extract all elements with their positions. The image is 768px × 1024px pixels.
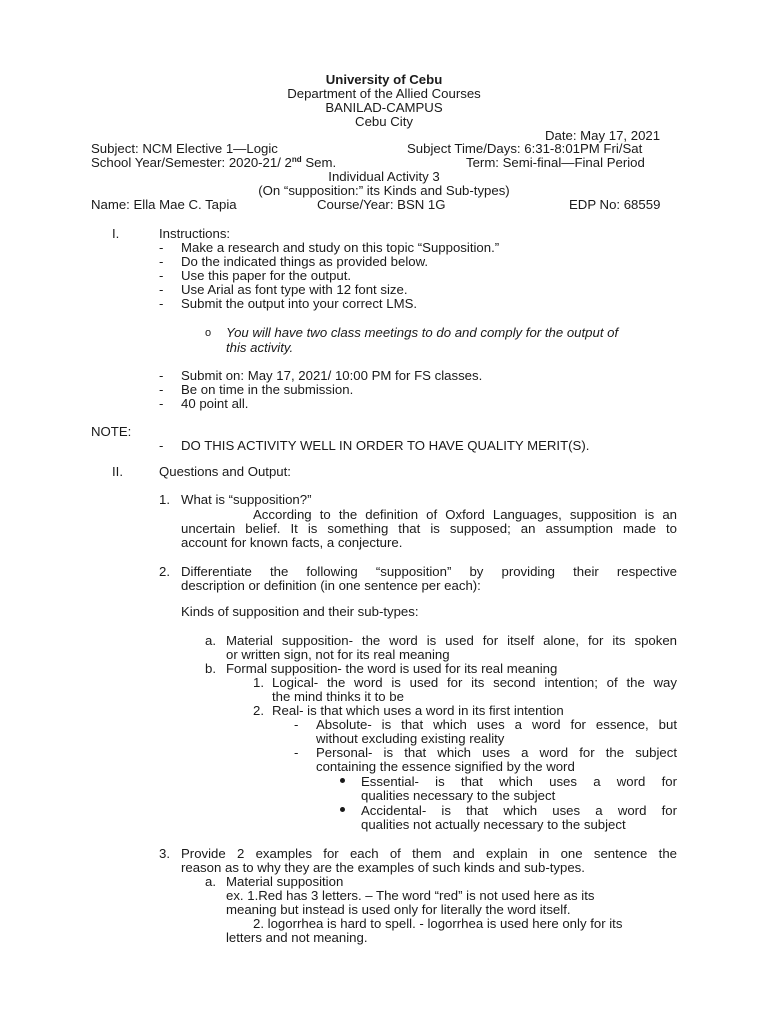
material-supposition-line-1: Material supposition- the word is used for itself alone, for its spoken — [226, 633, 677, 648]
dash-marker: - — [159, 438, 164, 453]
bullet-icon — [340, 807, 345, 812]
instruction-item: Do the indicated things as provided below. — [181, 254, 429, 269]
q3-item-a-marker: a. — [205, 874, 216, 889]
q2-number: 2. — [159, 564, 170, 579]
item-1-marker: 1. — [253, 675, 264, 690]
instruction-item: Submit on: May 17, 2021/ 10:00 PM for FS classes. — [181, 368, 483, 383]
note-line-1: You will have two class meetings to do and comply for the output of — [226, 325, 619, 340]
subject-time-label: Subject Time/Days: 6:31-8:01PM Fri/Sat — [407, 141, 643, 156]
formal-supposition: Formal supposition- the word is used for its real meaning — [226, 661, 558, 676]
department-name: Department of the Allied Courses — [287, 86, 481, 101]
questions-heading: Questions and Output: — [159, 464, 291, 479]
note-line-2: this activity. — [226, 340, 294, 355]
answer-1-line-3: account for known facts, a conjecture. — [181, 535, 403, 550]
example-1-line-2: meaning but instead is used only for literally the word itself. — [226, 902, 571, 917]
course-year: Course/Year: BSN 1G — [317, 197, 446, 212]
term-label: Term: Semi-final—Final Period — [466, 155, 645, 170]
dash-marker: - — [294, 717, 299, 732]
personal-line-2: containing the essence signified by the word — [316, 759, 575, 774]
instruction-item: Use Arial as font type with 12 font size. — [181, 282, 408, 297]
instruction-item: Submit the output into your correct LMS. — [181, 296, 418, 311]
example-1-line-1: ex. 1.Red has 3 letters. – The word “red” is not used here as its — [226, 888, 595, 903]
dash-marker: - — [159, 254, 164, 269]
question-1: What is “supposition?” — [181, 492, 312, 507]
activity-title: Individual Activity 3 — [328, 169, 440, 184]
question-2-line-2: description or definition (in one sentence per each): — [181, 578, 481, 593]
kinds-heading: Kinds of supposition and their sub-types: — [181, 604, 419, 619]
note-label: NOTE: — [91, 424, 132, 439]
dash-marker: - — [159, 368, 164, 383]
dash-marker: - — [159, 282, 164, 297]
personal-line-1: Personal- is that which uses a word for the subject — [316, 745, 677, 760]
answer-1-line-2: uncertain belief. It is something that is supposed; an assumption made to — [181, 521, 677, 536]
instruction-item: Be on time in the submission. — [181, 382, 354, 397]
instruction-item: 40 point all. — [181, 396, 249, 411]
school-year-label: School Year/Semester: 2020-21/ 2nd Sem. — [91, 155, 337, 170]
subject-label: Subject: NCM Elective 1—Logic — [91, 141, 278, 156]
absolute-line-1: Absolute- is that which uses a word for essence, but — [316, 717, 677, 732]
question-3-line-2: reason as to why they are the examples of such kinds and sub-types. — [181, 860, 585, 875]
instruction-item: Make a research and study on this topic “Supposition.” — [181, 240, 500, 255]
instruction-item: Use this paper for the output. — [181, 268, 352, 283]
item-b-marker: b. — [205, 661, 216, 676]
dash-marker: - — [159, 382, 164, 397]
accidental-line-1: Accidental- is that which uses a word for — [361, 803, 677, 818]
question-2-line-1: Differentiate the following “supposition” by providing their respective — [181, 564, 677, 579]
activity-subtitle: (On “supposition:” its Kinds and Sub-types) — [258, 183, 510, 198]
accidental-line-2: qualities not actually necessary to the subject — [361, 817, 626, 832]
dash-marker: - — [159, 240, 164, 255]
university-name: University of Cebu — [325, 72, 443, 87]
dash-marker: - — [294, 745, 299, 760]
logical-line-2: the mind thinks it to be — [272, 689, 404, 704]
circle-bullet-marker: o — [205, 327, 212, 339]
date-label: Date: May 17, 2021 — [545, 128, 661, 143]
answer-1-line-1: According to the definition of Oxford Languages, supposition is an — [253, 507, 677, 522]
item-2-marker: 2. — [253, 703, 264, 718]
essential-line-2: qualities necessary to the subject — [361, 788, 556, 803]
city-name: Cebu City — [355, 114, 413, 129]
q3-number: 3. — [159, 846, 170, 861]
example-2-line-1: 2. logorrhea is hard to spell. - logorrhea is used here only for its — [253, 916, 623, 931]
q1-number: 1. — [159, 492, 170, 507]
bullet-icon — [340, 778, 345, 783]
item-a-marker: a. — [205, 633, 216, 648]
essential-line-1: Essential- is that which uses a word for — [361, 774, 677, 789]
real-supposition: Real- is that which uses a word in its first intention — [272, 703, 564, 718]
q3-material-supposition: Material supposition — [226, 874, 344, 889]
instructions-heading: Instructions: — [159, 226, 231, 241]
dash-marker: - — [159, 396, 164, 411]
student-name: Name: Ella Mae C. Tapia — [91, 197, 237, 212]
example-2-line-2: letters and not meaning. — [226, 930, 368, 945]
note-text: DO THIS ACTIVITY WELL IN ORDER TO HAVE QUALITY MERIT(S). — [181, 438, 590, 453]
section-i-numeral: I. — [112, 226, 120, 241]
logical-line-1: Logical- the word is used for its second intention; of the way — [272, 675, 677, 690]
campus-name: BANILAD-CAMPUS — [325, 100, 443, 115]
absolute-line-2: without excluding existing reality — [316, 731, 505, 746]
section-ii-numeral: II. — [112, 464, 123, 479]
dash-marker: - — [159, 296, 164, 311]
edp-number: EDP No: 68559 — [569, 197, 661, 212]
dash-marker: - — [159, 268, 164, 283]
question-3-line-1: Provide 2 examples for each of them and explain in one sentence the — [181, 846, 677, 861]
material-supposition-line-2: or written sign, not for its real meaning — [226, 647, 450, 662]
